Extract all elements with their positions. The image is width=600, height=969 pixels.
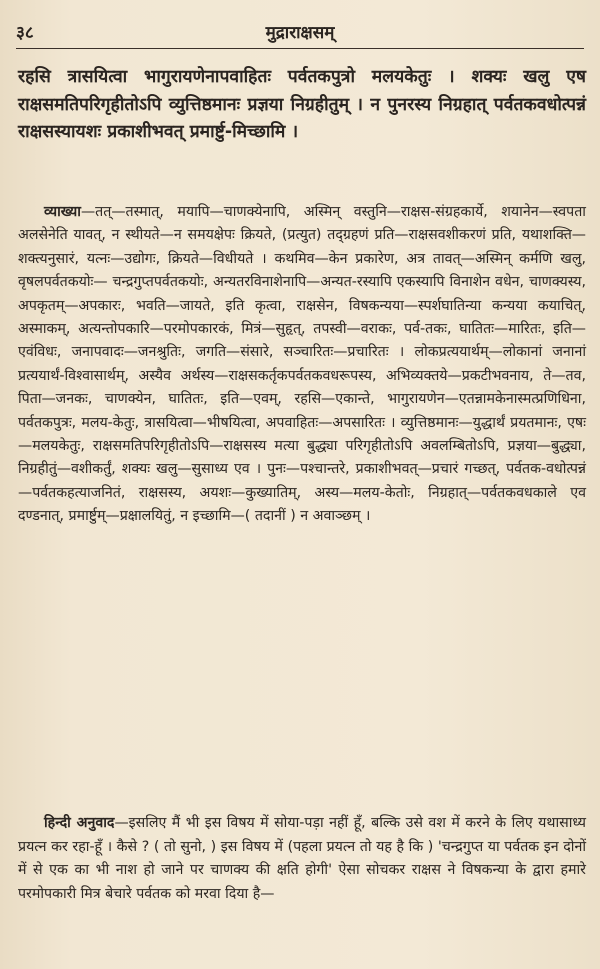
hindi-text: —इसलिए मैं भी इस विषय में सोया-पड़ा नहीं हूँ, बल्कि उसे वश में करने के लिए यथासाध्य प्रयत्न कर रहा-हूँ । कैसे ? ( तो सुनो, ) इस विषय में (पहला प्रयत्न तो यह है कि ) 'चन्द्रगुप्त या पर्वतक इन दोनों में से एक का भी नाश हो जाने पर चाणक्य की क्षति होगी' ऐसा सोचकर राक्षस ने विषकन्या के द्वारा हमारे परमोपकारी मित्र बेचारे पर्वतक को मरवा दिया है— (18, 815, 586, 902)
page-number: ३८ (16, 23, 34, 43)
hindi-translation-paragraph (18, 812, 586, 906)
hindi-lead: हिन्दी अनुवाद (44, 815, 115, 831)
header-rule (16, 48, 584, 49)
commentary-text: —तत्—तस्मात्, मयापि—चाणक्येनापि, अस्मिन् वस्तुनि—राक्षस-संग्रहकार्ये, शयानेन—स्वपता अलसेनेति यावत्, न स्थीयते—न समयक्षेपः क्रियते, (प्रत्युत) तद्ग्रहणं प्रति—राक्षसवशीकरणं प्रति, यथाशक्ति—शक्त्यनुसारं, यत्नः—उद्योगः, क्रियते—विधीयते । कथमिव—केन प्रकारेण, अत्र तावत्—अस्मिन् कर्मणि खलु, वृषलपर्वतकयोः— चन्द्रगुप्तपर्वतकयोः, अन्यतरविनाशेनापि—अन्यत-रस्यापि एकस्यापि विनाशेन वधेन, चाणक्यस्य, अपकृतम्—अपकारः, भवति—जायते, इति कृत्वा, राक्षसेन, विषकन्यया—स्पर्शघातिन्या कन्यया कयाचित्, अस्माकम्, अत्यन्तोपकारि—परमोपकारकं, मित्रं—सुहृत्, तपस्वी—वराकः, पर्व-तकः, घातितः—मारितः, इति—एवंविधः, जनापवादः—जनश्रुतिः, जगति—संसारे, सञ्चारितः—प्रचारितः । लोकप्रत्ययार्थम्—लोकानां जनानां प्रत्ययार्थं-विश्वासार्थम्, अस्यैव अर्थस्य—राक्षसकर्तृकपर्वतकवधरूपस्य, अभिव्यक्तये—प्रकटीभवनाय, ते—तव, पिता—जनकः, चाणक्येन, घातितः, इति—एवम्, रहसि—एकान्ते, भागुरायणेन—एतन्नामकेनास्मत्प्रणिधिना, पर्वतकपुत्रः, मलय-केतुः, त्रासयित्वा—भीषयित्वा, अपवाहितः—अपसारितः । व्युत्तिष्ठमानः—युद्धार्थं प्रयतमानः, एषः—मलयकेतुः, राक्षसमतिपरिगृहीतोऽपि—राक्षसस्य मत्या बुद्ध्या परिगृहीतोऽपि अवलम्बितोऽपि, प्रज्ञया—बुद्ध्या, निग्रहीतुं—वशीकर्तुं, शक्यः खलु—सुसाध्य एव । पुनः—पश्चान्तरे, प्रकाशीभवत्—प्रचारं गच्छत्, पर्वतक-वधोत्पन्नं—पर्वतकहत्याजनितं, राक्षसस्य, अयशः—कुख्यातिम्, अस्य—मलय-केतोः, निग्रहात्—पर्वतकवधकाले एव दण्डनात्, प्रमार्ष्टुम्—प्रक्षालयितुं, न इच्छामि—( तदानीं ) न अवाञ्छम् । (18, 204, 586, 525)
running-title: मुद्राराक्षसम् (265, 23, 335, 43)
verse-text: रहसि त्रासयित्वा भागुरायणेनापवाहितः पर्वतकपुत्रो मलयकेतुः । शक्यः खलु एष राक्षसमतिपरिगृहीतोऽपि व्युत्तिष्ठमानः प्रज्ञया निग्रहीतुम् । न पुनरस्य निग्रहात् पर्वतकवधोत्पन्नं राक्षसस्यायशः प्रकाशीभवत् प्रमार्ष्टु-मिच्छामि । (18, 67, 586, 142)
commentary-lead: व्याख्या (44, 204, 81, 220)
page-header (16, 20, 584, 46)
commentary-paragraph (18, 201, 586, 529)
